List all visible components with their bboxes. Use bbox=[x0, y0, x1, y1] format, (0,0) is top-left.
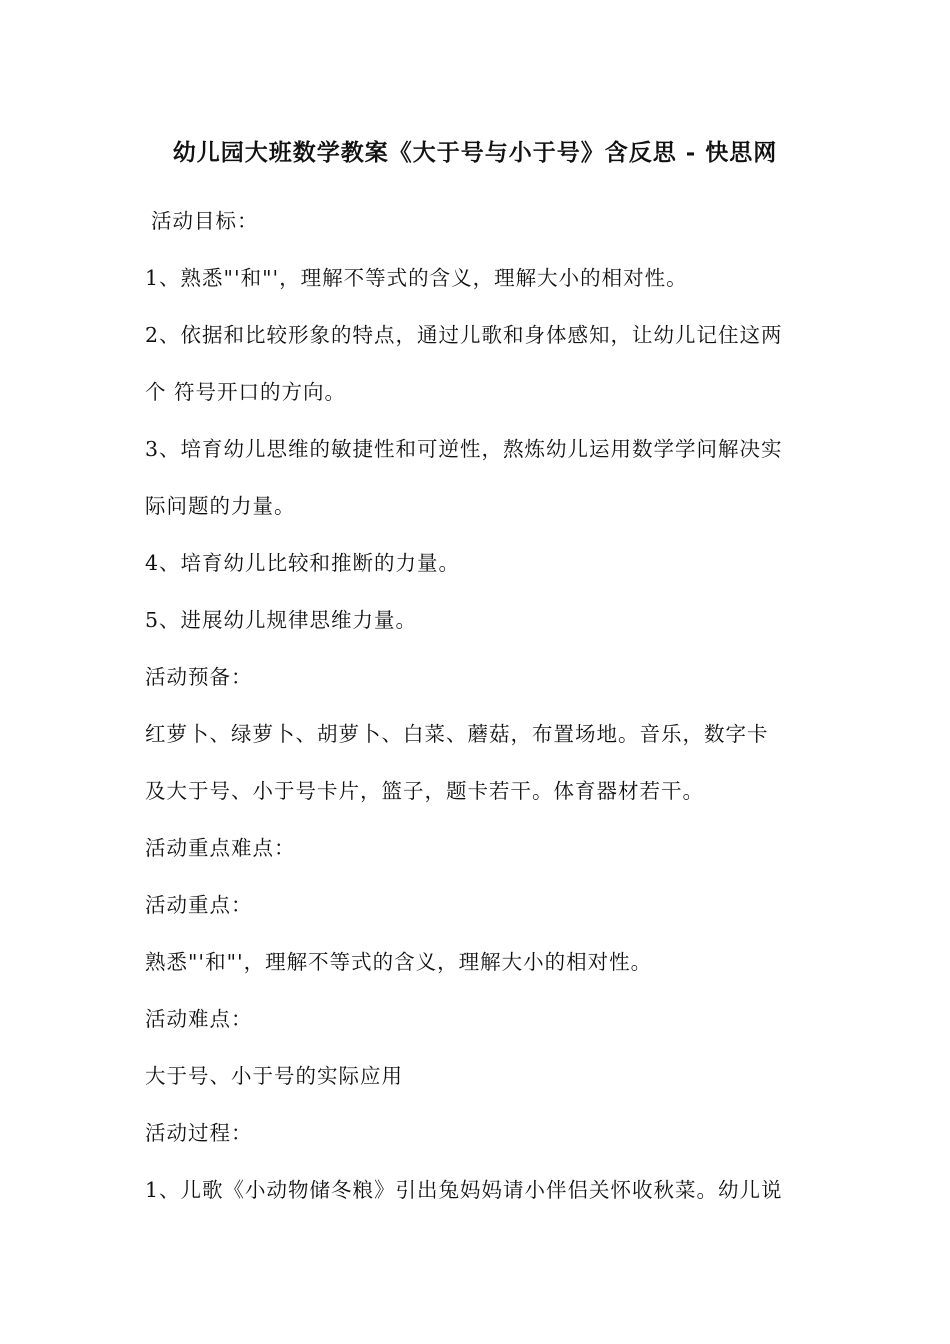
section-heading: 活动重点难点： bbox=[145, 836, 296, 860]
text-line: 活动目标： bbox=[151, 209, 259, 233]
text-line: 1、儿歌《小动物储冬粮》引出兔妈妈请小伴侣关怀收秋菜。幼儿说 bbox=[145, 1178, 783, 1202]
text-line: 际问题的力量。 bbox=[145, 494, 296, 518]
section-heading: 活动过程： bbox=[145, 1121, 253, 1145]
text-line: 1、熟悉"'和"'，理解不等式的含义，理解大小的相对性。 bbox=[145, 266, 688, 290]
text-line: 4、培育幼儿比较和推断的力量。 bbox=[145, 551, 461, 575]
text-line: 5、进展幼儿规律思维力量。 bbox=[145, 608, 418, 632]
text-line: 及大于号、小于号卡片，篮子，题卡若干。体育器材若干。 bbox=[145, 779, 704, 803]
text-line: 个 符号开口的方向。 bbox=[145, 380, 347, 404]
section-heading: 活动重点： bbox=[145, 893, 253, 917]
document-title: 幼儿园大班数学教案《大于号与小于号》含反思 - 快思网 bbox=[172, 139, 778, 166]
text-line: 红萝卜、绿萝卜、胡萝卜、白菜、蘑菇，布置场地。音乐，数字卡 bbox=[145, 722, 769, 746]
text-line: 熟悉"'和"'，理解不等式的含义，理解大小的相对性。 bbox=[145, 950, 653, 974]
text-line: 大于号、小于号的实际应用 bbox=[145, 1064, 403, 1088]
section-heading: 活动预备： bbox=[145, 665, 253, 689]
text-line: 3、培育幼儿思维的敏捷性和可逆性，熬炼幼儿运用数学学问解决实 bbox=[145, 437, 783, 461]
text-line: 2、依据和比较形象的特点，通过儿歌和身体感知，让幼儿记住这两 bbox=[145, 323, 783, 347]
section-heading: 活动难点： bbox=[145, 1007, 253, 1031]
